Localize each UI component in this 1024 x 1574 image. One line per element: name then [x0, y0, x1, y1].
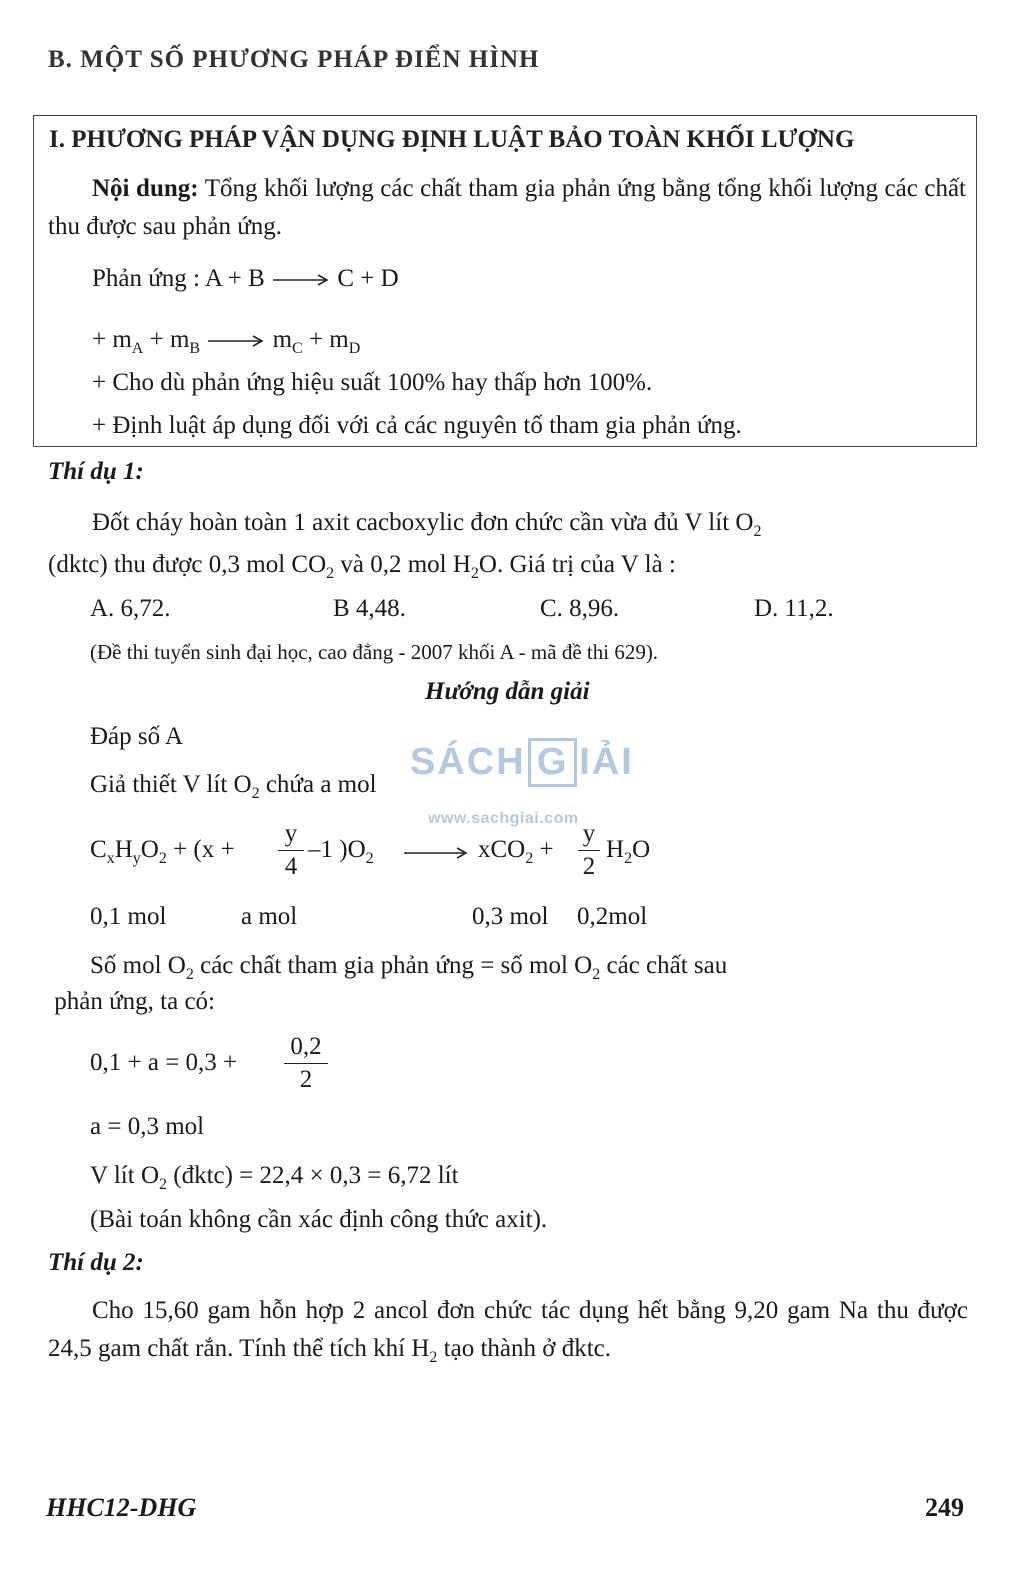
- arrow-icon: [271, 273, 331, 287]
- balance-text: Số mol O: [90, 952, 186, 979]
- eq-2-sub: 2: [365, 850, 374, 867]
- example-1-problem-line-1: [92, 509, 762, 540]
- chemical-equation-water: [606, 836, 651, 867]
- chemical-equation-mid: [308, 836, 374, 867]
- volume-text: V lít O: [90, 1162, 159, 1189]
- mass-c: m: [272, 326, 293, 353]
- mass-d-sub: D: [348, 340, 361, 357]
- eq-o: O: [632, 836, 651, 863]
- watermark: [410, 738, 634, 827]
- balance-line-1: [90, 952, 728, 983]
- eq-o: O: [140, 836, 159, 863]
- frac-line: [284, 1063, 328, 1064]
- eq-x-sub: x: [106, 850, 115, 867]
- note-2: + Định luật áp dụng đối với cả các nguyên tố tham gia phản ứng.: [92, 412, 742, 439]
- fraction-y-over-2: [578, 820, 600, 881]
- eq-2-sub: 2: [525, 850, 534, 867]
- example-2-heading: Thí dụ 2:: [48, 1249, 144, 1276]
- frac-num: 0,2: [290, 1033, 322, 1060]
- eq-h: H: [114, 836, 133, 863]
- watermark-text: IẢI: [579, 741, 634, 783]
- example-2-problem: [48, 1292, 968, 1368]
- reaction-rhs: C + D: [337, 265, 399, 292]
- problem-text: và 0,2 mol H: [334, 551, 471, 578]
- option-c: C. 8,96.: [540, 595, 620, 622]
- fraction-y-over-4: [278, 820, 304, 881]
- problem-text: Đốt cháy hoàn toàn 1 axit cacboxylic đơn chức cần vừa đủ V lít O: [92, 509, 754, 536]
- assume-text: chứa a mol: [259, 771, 377, 798]
- reaction-label: Phản ứng : A + B: [92, 265, 265, 292]
- exam-source: (Đề thi tuyển sinh đại học, cao đẳng - 2007 khối A - mã đề thi 629).: [90, 640, 659, 664]
- eq-h: H: [606, 836, 625, 863]
- arrow-icon: [402, 846, 472, 860]
- mole-co2: 0,3 mol: [472, 903, 549, 930]
- eq-plus: + (x +: [166, 836, 235, 863]
- eq-plus: +: [533, 836, 554, 863]
- o2-sub: 2: [592, 966, 601, 983]
- mole-oxygen: a mol: [241, 903, 298, 930]
- calc-result: a = 0,3 mol: [90, 1113, 205, 1140]
- reaction-line: [92, 265, 399, 293]
- frac-den: 2: [299, 1066, 313, 1093]
- co2-sub: 2: [326, 565, 335, 582]
- section-title: B. MỘT SỐ PHƯƠNG PHÁP ĐIỂN HÌNH: [48, 46, 540, 73]
- footer-code: HHC12-DHG: [46, 1493, 197, 1522]
- balance-text: các chất sau: [606, 952, 728, 979]
- assume-text: Giả thiết V lít O: [90, 771, 252, 798]
- option-d: D. 11,2.: [754, 595, 834, 622]
- volume-text: (đktc) = 22,4 × 0,3 = 6,72 lít: [167, 1162, 459, 1189]
- mass-b-sub: B: [189, 340, 201, 357]
- example-1-problem-line-2: [48, 551, 676, 582]
- mass-c-sub: C: [292, 340, 303, 357]
- eq-2-sub: 2: [624, 850, 633, 867]
- mass-line: [92, 326, 361, 357]
- page-number: 249: [925, 1493, 964, 1522]
- frac-num: y: [284, 820, 298, 847]
- problem-text: tạo thành ở đktc.: [437, 1335, 612, 1362]
- note-1: + Cho dù phản ứng hiệu suất 100% hay thấp hơn 100%.: [92, 369, 653, 396]
- mass-plus: + m: [143, 326, 190, 353]
- eq-y-sub: y: [132, 850, 141, 867]
- mass-a-sub: A: [131, 340, 144, 357]
- chemical-equation-lhs: [90, 836, 235, 867]
- option-a: A. 6,72.: [90, 595, 171, 622]
- method-title: I. PHƯƠNG PHÁP VẬN DỤNG ĐỊNH LUẬT BẢO TOÀN KHỐI LƯỢNG: [49, 126, 855, 153]
- h2-sub: 2: [429, 1349, 438, 1366]
- calculation: 0,1 + a = 0,3 +: [90, 1049, 238, 1076]
- mass-a: + m: [92, 326, 132, 353]
- eq-2-sub: 2: [158, 850, 167, 867]
- option-b: B 4,48.: [333, 595, 406, 622]
- answer: Đáp số A: [90, 723, 184, 750]
- assumption: [90, 771, 377, 802]
- balance-text: các chất tham gia phản ứng = số mol O: [193, 952, 593, 979]
- mole-reactant: 0,1 mol: [90, 903, 167, 930]
- mass-d: + m: [302, 326, 349, 353]
- fraction-0-2-over-2: [284, 1033, 328, 1094]
- o2-sub: 2: [185, 966, 194, 983]
- problem-text: O. Giá trị của V là :: [478, 551, 676, 578]
- solution-heading: Hướng dẫn giải: [425, 678, 590, 705]
- frac-line: [278, 850, 304, 851]
- watermark-text: SÁCH: [410, 741, 526, 783]
- eq-c: C: [90, 836, 107, 863]
- example-1-heading: Thí dụ 1:: [48, 458, 144, 485]
- h2o-sub: 2: [470, 565, 479, 582]
- arrow-icon: [206, 334, 266, 348]
- mole-water: 0,2mol: [577, 903, 648, 930]
- remark: (Bài toán không cần xác định công thức axit).: [90, 1206, 548, 1233]
- watermark-logo-g: G: [528, 738, 578, 787]
- volume-calculation: [90, 1162, 459, 1193]
- frac-num: y: [582, 820, 596, 847]
- frac-line: [578, 850, 600, 851]
- balance-text: phản ứng, ta có:: [54, 988, 215, 1015]
- eq-minus: –1 )O: [308, 836, 366, 863]
- content-label: Nội dung:: [92, 175, 199, 202]
- o2-sub: 2: [251, 785, 260, 802]
- eq-co2: xCO: [478, 836, 526, 863]
- chemical-equation-rhs: [478, 836, 554, 867]
- watermark-url: www.sachgiai.com: [428, 810, 579, 827]
- method-content: [48, 170, 966, 246]
- problem-text: (dktc) thu được 0,3 mol CO: [48, 551, 327, 578]
- problem-text: Cho 15,60 gam hỗn hợp 2 ancol đơn chức tác dụng hết bằng 9,20 gam Na thu được 24,5 gam chất rắn. Tính thể tích khí H: [48, 1297, 968, 1362]
- o2-sub: 2: [159, 1176, 167, 1193]
- balance-line-2: [48, 988, 968, 1016]
- frac-den: 4: [284, 853, 298, 880]
- o2-sub: 2: [753, 523, 762, 540]
- frac-den: 2: [582, 853, 596, 880]
- content-text: Tổng khối lượng các chất tham gia phản ứng bằng tổng khối lượng các chất thu được sau phản ứng.: [48, 175, 966, 240]
